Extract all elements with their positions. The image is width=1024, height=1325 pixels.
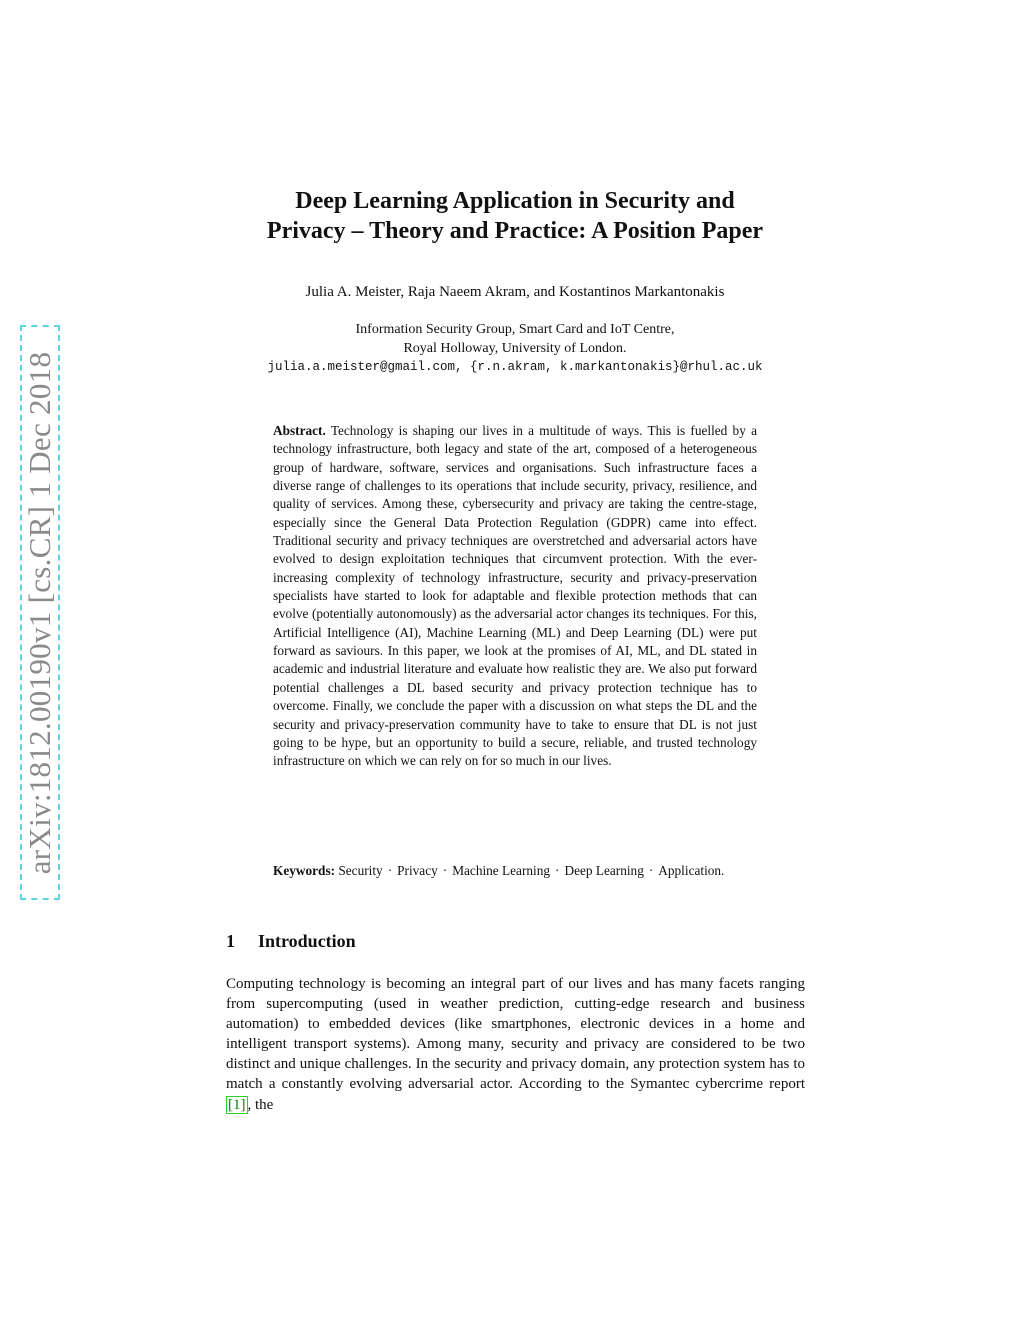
- affiliation-line-1: Information Security Group, Smart Card and IoT Centre,: [355, 322, 675, 337]
- title-line-2: Privacy – Theory and Practice: A Position Paper: [266, 218, 764, 244]
- citation-link[interactable]: [1]: [228, 1096, 246, 1113]
- affiliation-line-2: Royal Holloway, University of London.: [403, 341, 627, 356]
- abstract-label: Abstract.: [273, 423, 326, 438]
- affiliation-block: [200, 320, 830, 377]
- arxiv-identifier-text: arXiv:1812.00190v1 [cs.CR] 1 Dec 2018: [22, 351, 57, 874]
- author-list: Julia A. Meister, Raja Naeem Akram, and Kostantinos Markantonakis: [305, 284, 725, 300]
- keyword-separator: ·: [442, 863, 448, 878]
- introduction-text: Computing technology is becoming an integral part of our lives and has many facets ranging from supercomputing (used in weather prediction, cutting-edge research and business automation) to embedded devices (like smartphones, electronic devices in a home and intelligent transport systems). Among many, security and privacy are considered to be two distinct and unique challenges. In the security and privacy domain, any protection system has to match a constantly evolving adversarial actor. According to the Symantec cybercrime report: [226, 976, 805, 1093]
- section-heading-introduction: [226, 931, 356, 952]
- author-emails[interactable]: julia.a.meister@gmail.com, {r.n.akram, k.markantonakis}@rhul.ac.uk: [267, 360, 763, 374]
- introduction-paragraph: [226, 974, 805, 1115]
- keyword-separator: ·: [387, 863, 393, 878]
- keyword-separator: ·: [555, 863, 560, 878]
- abstract-text: Technology is shaping our lives in a multitude of ways. This is fuelled by a technology infrastructure, both legacy and state of the art, composed of a heterogeneous group of hardware, software, services and organisations. Such infrastructure faces a diverse range of challenges to its operations that include security, privacy, resilience, and quality of services. Among these, cybersecurity and privacy are taking the centre-stage, especially since the General Data Protection Regulation (GDPR) came into effect. Traditional security and privacy techniques are overstretched and adversarial actors have evolved to design exploitation techniques that circumvent protection. With the ever-increasing complexity of technology infrastructure, security and privacy-preservation specialists have started to look for adaptable and flexible protection methods that can evolve (potentially autonomously) as the adversarial actor changes its techniques. For this, Artificial Intelligence (AI), Machine Learning (ML) and Deep Learning (DL) were put forward as saviours. In this paper, we look at the promises of AI, ML, and DL stated in academic and industrial literature and evaluate how realistic they are. We also put forward potential challenges a DL based security and privacy protection technique has to overcome. Finally, we conclude the paper with a discussion on what steps the DL and the security and privacy-preservation community have to take to ensure that DL is not just going to be hype, but an opportunity to build a secure, reliable, and trusted technology infrastructure on which we can rely on for so much in our lives.: [273, 423, 757, 769]
- title-line-1: Deep Learning Application in Security and: [295, 188, 735, 214]
- arxiv-identifier-stamp[interactable]: [20, 325, 60, 900]
- keyword-item: Security: [338, 863, 383, 878]
- paper-title: [200, 186, 830, 246]
- keyword-item: Privacy: [397, 863, 438, 878]
- keyword-item: Machine Learning: [452, 863, 551, 878]
- abstract-block: [273, 422, 757, 771]
- keywords-block: [273, 862, 757, 881]
- keyword-separator: ·: [648, 863, 654, 878]
- section-number: 1: [226, 931, 235, 951]
- keyword-item: Deep Learning: [564, 863, 644, 878]
- section-title: Introduction: [258, 931, 356, 951]
- introduction-text-tail: , the: [247, 1096, 274, 1113]
- keyword-item: Application.: [658, 863, 725, 878]
- keywords-label: Keywords:: [273, 863, 336, 878]
